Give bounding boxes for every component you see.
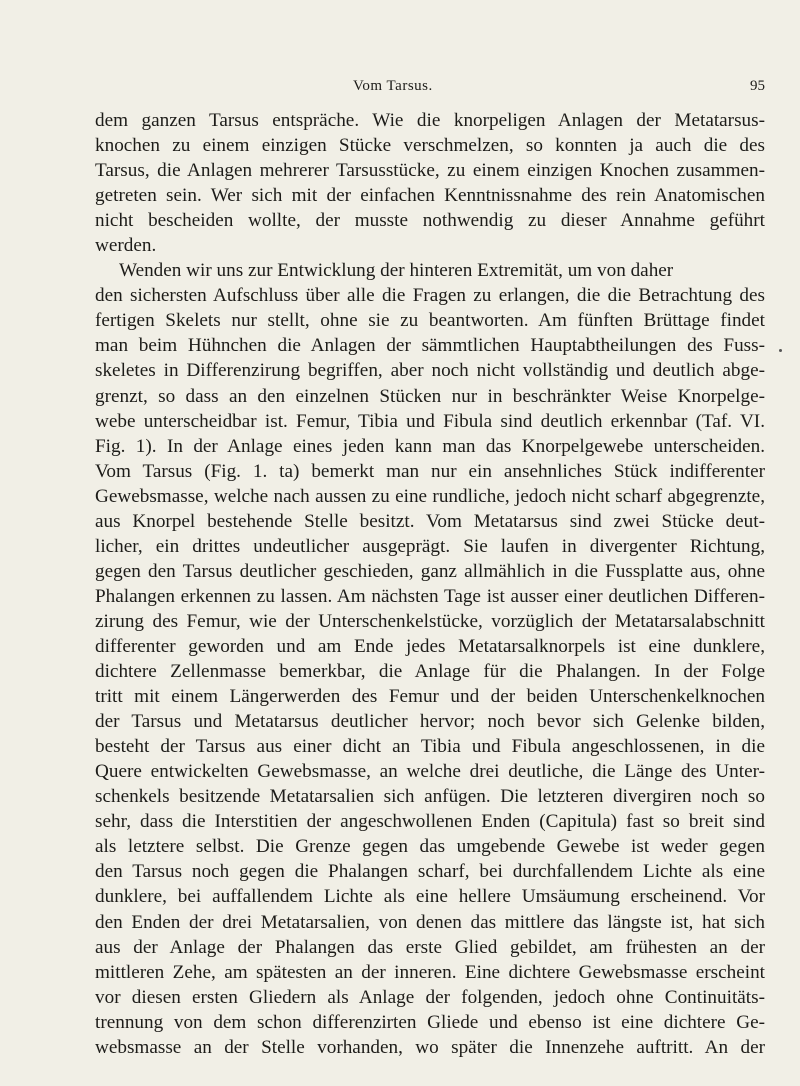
text-line: den Enden der drei Metatarsalien, von denen das mittlere das längste ist, hat sich bbox=[95, 911, 765, 933]
text-line: skeletes in Differenzirung begriffen, aber noch nicht vollständig und deutlich abge- bbox=[95, 360, 765, 382]
text-line: getreten sein. Wer sich mit der einfachen Kenntnissnahme des rein Anatomischen bbox=[95, 185, 765, 207]
text-line: den Tarsus noch gegen die Phalangen scharf, bei durchfallendem Lichte als eine bbox=[95, 861, 765, 883]
text-line: dem ganzen Tarsus entspräche. Wie die knorpeligen Anlagen der Metatarsus- bbox=[95, 110, 765, 131]
text-line: aus der Anlage der Phalangen das erste Glied gebildet, am frühesten an der bbox=[95, 936, 765, 958]
paragraph-2 bbox=[95, 258, 765, 1060]
body-text bbox=[95, 108, 765, 1060]
text-line: aus Knorpel bestehende Stelle besitzt. Vom Metatarsus sind zwei Stücke deut- bbox=[95, 510, 765, 532]
text-line: fertigen Skelets nur stellt, ohne sie zu beantworten. Am fünften Brüttage findet bbox=[95, 310, 765, 332]
text-line: dunklere, bei auffallendem Lichte als eine hellere Umsäumung erscheinend. Vor bbox=[95, 886, 765, 908]
page-number: 95 bbox=[750, 78, 765, 94]
text-line: vor diesen ersten Gliedern als Anlage der folgenden, jedoch ohne Continuitäts- bbox=[95, 986, 765, 1008]
text-line: dichtere Zellenmasse bemerkbar, die Anlage für die Phalangen. In der Folge bbox=[95, 661, 765, 683]
running-head bbox=[0, 78, 800, 104]
text-line: differenter geworden und am Ende jedes Metatarsalknorpels ist eine dunklere, bbox=[95, 635, 765, 657]
text-line: tritt mit einem Längerwerden des Femur und der beiden Unterschenkelknochen bbox=[95, 686, 765, 708]
paragraph-1 bbox=[95, 108, 765, 258]
text-line: besteht der Tarsus aus einer dicht an Tibia und Fibula angeschlossenen, in die bbox=[95, 736, 765, 758]
text-line: man beim Hühnchen die Anlagen der sämmtlichen Hauptabtheilungen des Fuss- bbox=[95, 335, 765, 357]
text-line: mittleren Zehe, am spätesten an der inneren. Eine dichtere Gewebsmasse erscheint bbox=[95, 961, 765, 983]
text-line: als letztere selbst. Die Grenze gegen das umgebende Gewebe ist weder gegen bbox=[95, 836, 765, 858]
text-line: den sichersten Aufschluss über alle die Fragen zu erlangen, die die Betrachtung des bbox=[95, 285, 765, 307]
text-line: der Tarsus und Metatarsus deutlicher hervor; noch bevor sich Gelenke bilden, bbox=[95, 711, 765, 733]
text-line: Gewebsmasse, welche nach aussen zu eine rundliche, jedoch nicht scharf abgegrenzte, bbox=[95, 485, 765, 507]
text-line: Quere entwickelten Gewebsmasse, an welche drei deutliche, die Länge des Unter- bbox=[95, 761, 765, 783]
text-line: gegen den Tarsus deutlicher geschieden, ganz allmählich in die Fussplatte aus, ohne bbox=[95, 560, 765, 582]
text-line: sehr, dass die Interstitien der angeschwollenen Enden (Capitula) fast so breit sind bbox=[95, 811, 765, 833]
text-line: trennung von dem schon differenzirten Gliede und ebenso ist eine dichtere Ge- bbox=[95, 1011, 765, 1033]
text-line: Vom Tarsus (Fig. 1. ta) bemerkt man nur ein ansehnliches Stück indifferenter bbox=[95, 460, 765, 482]
text-line: zirung des Femur, wie der Unterschenkelstücke, vorzüglich der Metatarsalabschnitt bbox=[95, 610, 765, 632]
margin-mark bbox=[779, 349, 782, 352]
text-line: licher, ein drittes undeutlicher ausgeprägt. Sie laufen in divergenter Richtung, bbox=[95, 535, 765, 557]
text-line: Wenden wir uns zur Entwicklung der hinteren Extremität, um von daher bbox=[119, 260, 674, 282]
text-line: websmasse an der Stelle vorhanden, wo später die Innenzehe auftritt. An der bbox=[95, 1036, 765, 1058]
running-title: Vom Tarsus. bbox=[353, 78, 433, 94]
text-line: werden. bbox=[95, 235, 157, 257]
text-line: Fig. 1). In der Anlage eines jeden kann man das Knorpelgewebe unterscheiden. bbox=[95, 435, 765, 457]
text-line: grenzt, so dass an den einzelnen Stücken nur in beschränkter Weise Knorpelge- bbox=[95, 385, 765, 407]
text-line: webe unterscheidbar ist. Femur, Tibia und Fibula sind deutlich erkennbar (Taf. VI. bbox=[95, 410, 765, 432]
text-line: schenkels besitzende Metatarsalien sich anfügen. Die letzteren divergiren noch so bbox=[95, 786, 765, 808]
text-line: Phalangen erkennen zu lassen. Am nächsten Tage ist ausser einer deutlichen Differen- bbox=[95, 585, 765, 607]
text-line: nicht bescheiden wollte, der musste nothwendig zu dieser Annahme geführt bbox=[95, 210, 765, 232]
text-line: Tarsus, die Anlagen mehrerer Tarsusstücke, zu einem einzigen Knochen zusammen- bbox=[95, 160, 765, 182]
text-line: knochen zu einem einzigen Stücke verschmelzen, so konnten ja auch die des bbox=[95, 135, 765, 157]
